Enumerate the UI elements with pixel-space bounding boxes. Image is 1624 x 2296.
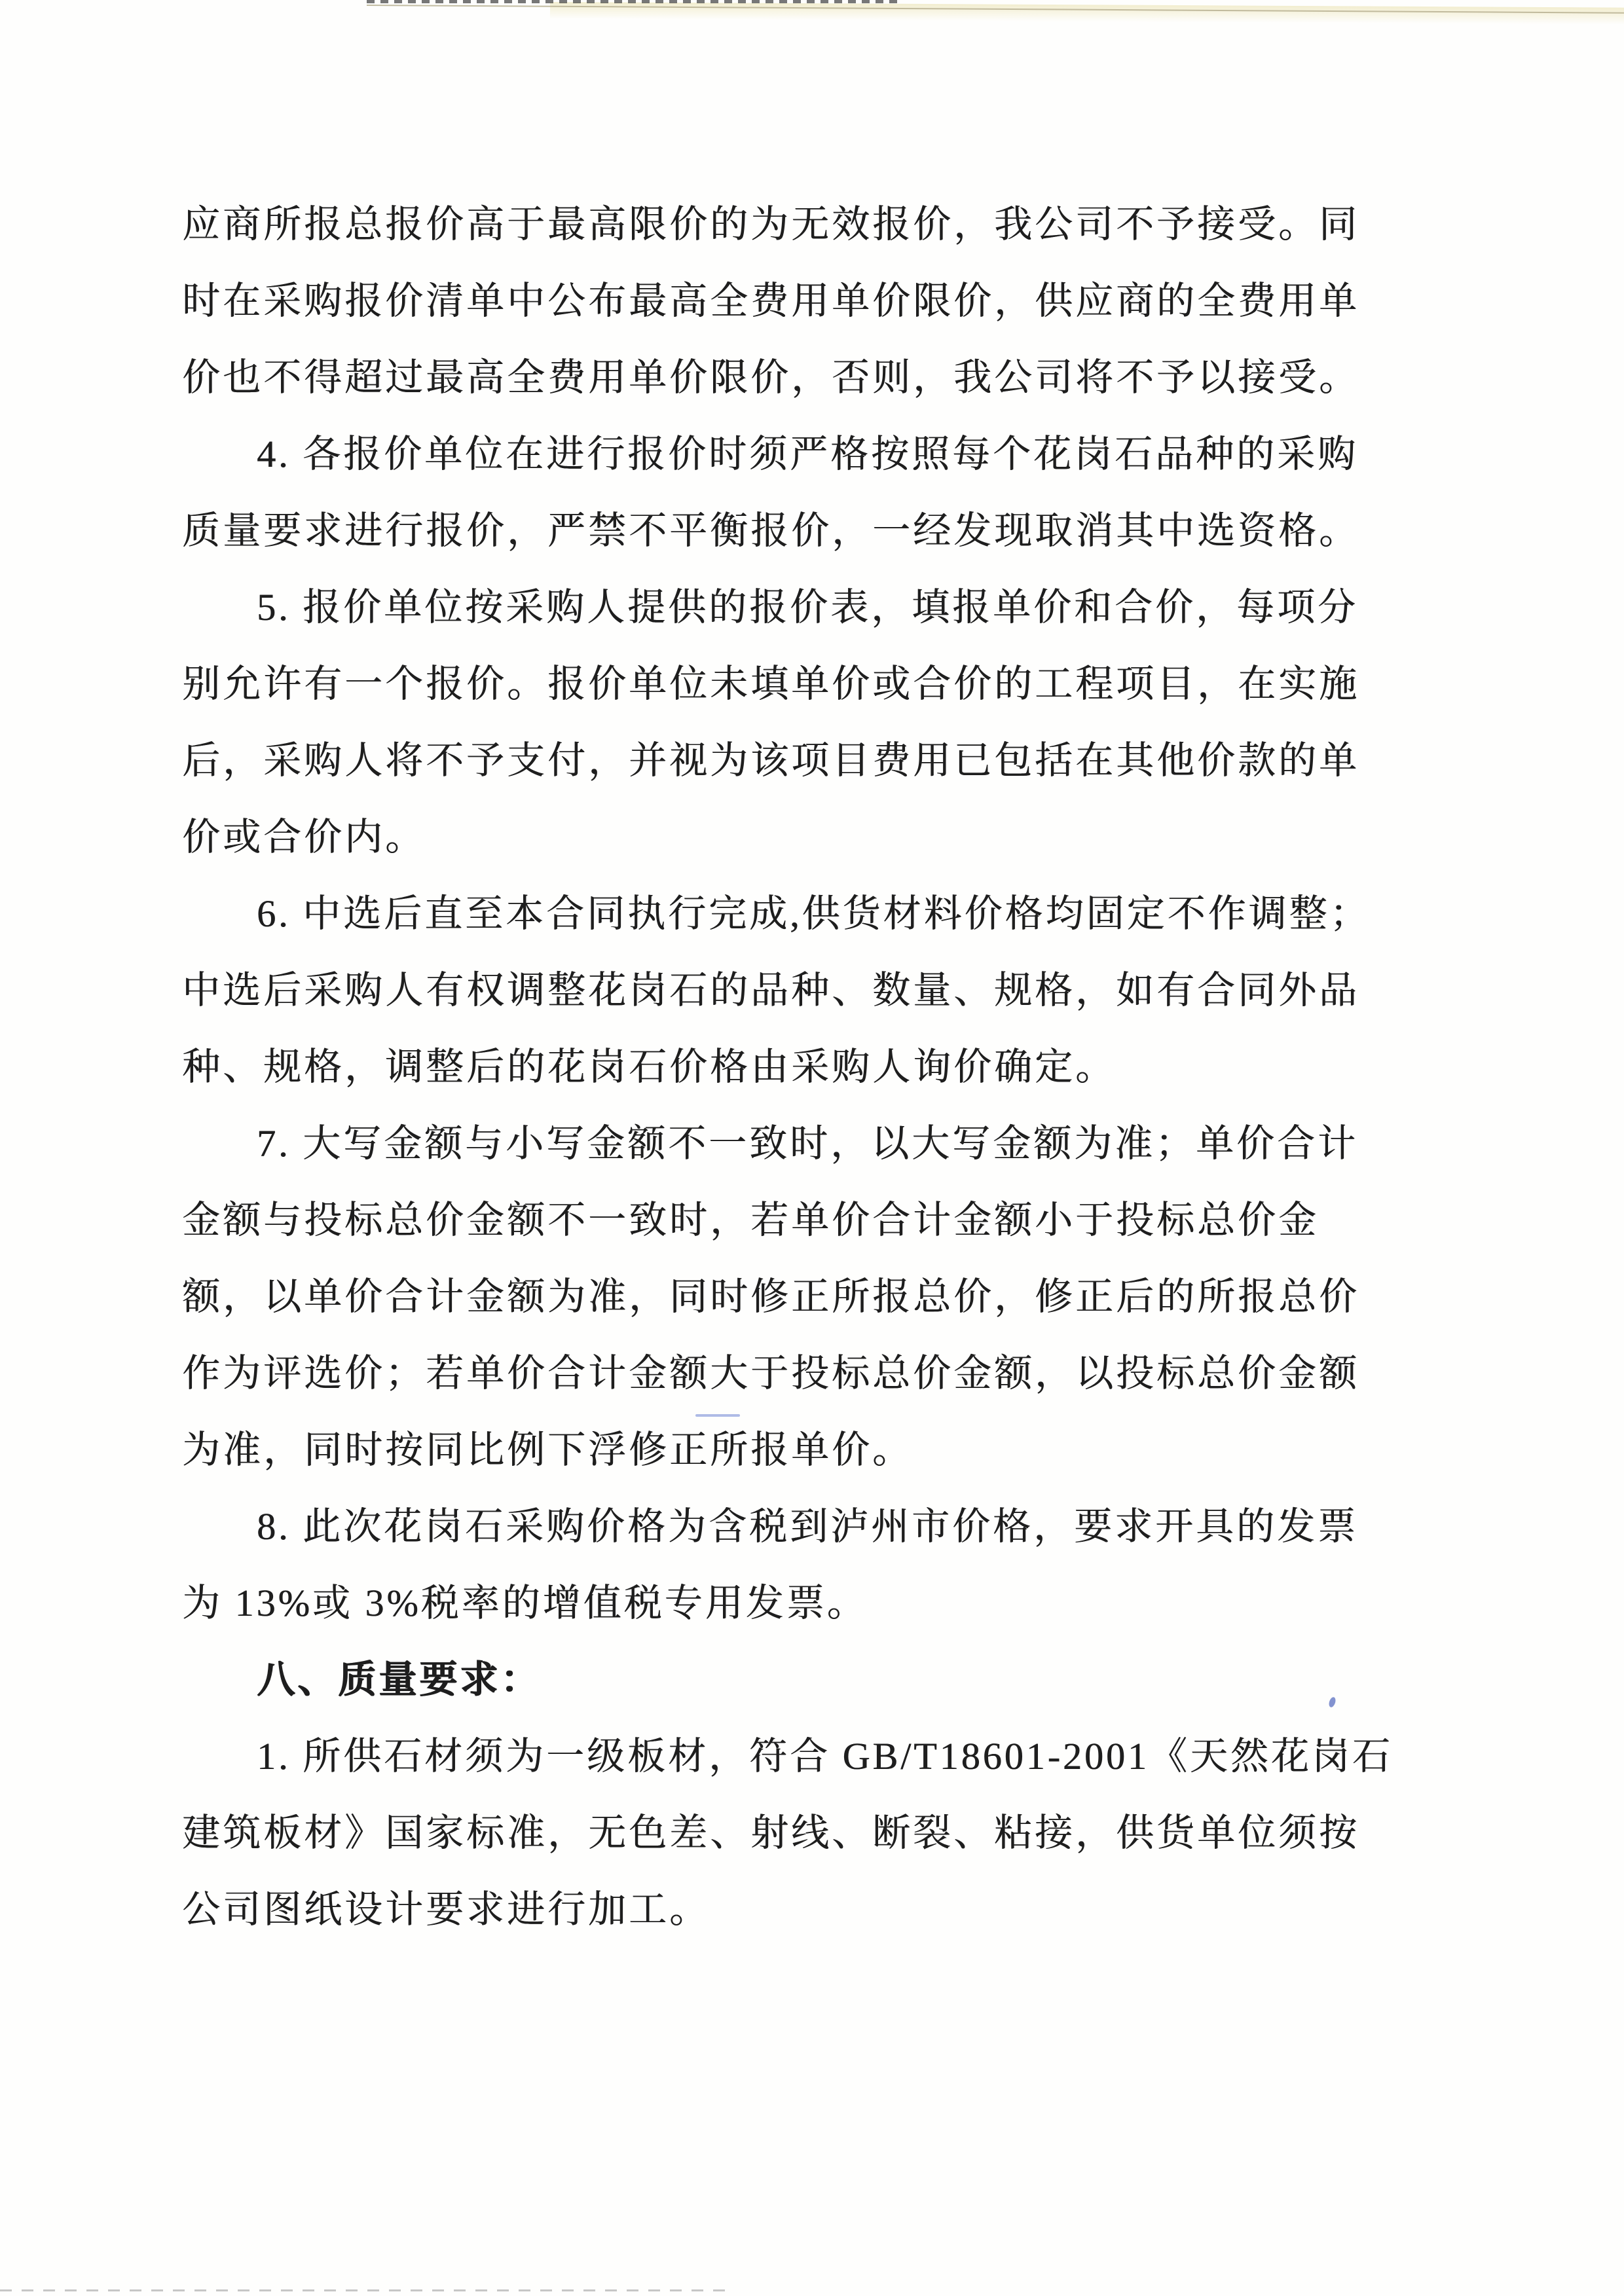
text-line: 价或合价内。 [182, 816, 426, 858]
text-line: 为准，同时按同比例下浮修正所报单价。 [182, 1429, 913, 1471]
text-line-item-7: 7. 大写金额与小写金额不一致时，以大写金额为准；单价合计 [257, 1122, 1359, 1165]
text-line-item-8: 8. 此次花岗石采购价格为含税到泸州市价格，要求开具的发票 [257, 1505, 1359, 1548]
text-line: 中选后采购人有权调整花岗石的品种、数量、规格，如有合同外品 [182, 969, 1360, 1011]
text-line: 应商所报总报价高于最高限价的为无效报价，我公司不予接受。同 [182, 203, 1360, 246]
text-line-item-6: 6. 中选后直至本合同执行完成,供货材料价格均固定不作调整； [257, 892, 1371, 935]
text-line: 后，采购人将不予支付，并视为该项目费用已包括在其他价款的单 [182, 739, 1360, 782]
text-line-item-5: 5. 报价单位按采购人提供的报价表，填报单价和合价，每项分 [257, 586, 1359, 629]
text-line: 金额与投标总价金额不一致时，若单价合计金额小于投标总价金 [182, 1199, 1320, 1241]
document-body [182, 186, 1458, 1948]
text-line: 种、规格，调整后的花岗石价格由采购人询价确定。 [182, 1046, 1116, 1088]
scan-artifact-bottom-line [0, 2289, 733, 2291]
text-line: 为 13%或 3%税率的增值税专用发票。 [182, 1582, 868, 1624]
scan-artifact-top-band [550, 2, 1624, 25]
text-line: 额，以单价合计金额为准，同时修正所报总价，修正后的所报总价 [182, 1275, 1360, 1318]
text-line: 价也不得超过最高全费用单价限价，否则，我公司将不予以接受。 [182, 356, 1360, 399]
text-line: 别允许有一个报价。报价单位未填单价或合价的工程项目，在实施 [182, 663, 1360, 705]
section-heading-quality-requirements: 八、质量要求： [257, 1658, 542, 1701]
text-line-item-4: 4. 各报价单位在进行报价时须严格按照每个花岗石品种的采购 [257, 433, 1359, 475]
text-line-item-1: 1. 所供石材须为一级板材，符合 GB/T18601-2001《天然花岗石 [257, 1735, 1393, 1777]
text-line: 质量要求进行报价，严禁不平衡报价，一经发现取消其中选资格。 [182, 509, 1360, 552]
text-line: 建筑板材》国家标准，无色差、射线、断裂、粘接，供货单位须按 [182, 1812, 1360, 1854]
text-line: 时在采购报价清单中公布最高全费用单价限价，供应商的全费用单 [182, 280, 1360, 322]
scan-artifact-top-dots [367, 0, 897, 3]
text-line: 作为评选价；若单价合计金额大于投标总价金额，以投标总价金额 [182, 1352, 1360, 1394]
text-line: 公司图纸设计要求进行加工。 [182, 1888, 710, 1931]
